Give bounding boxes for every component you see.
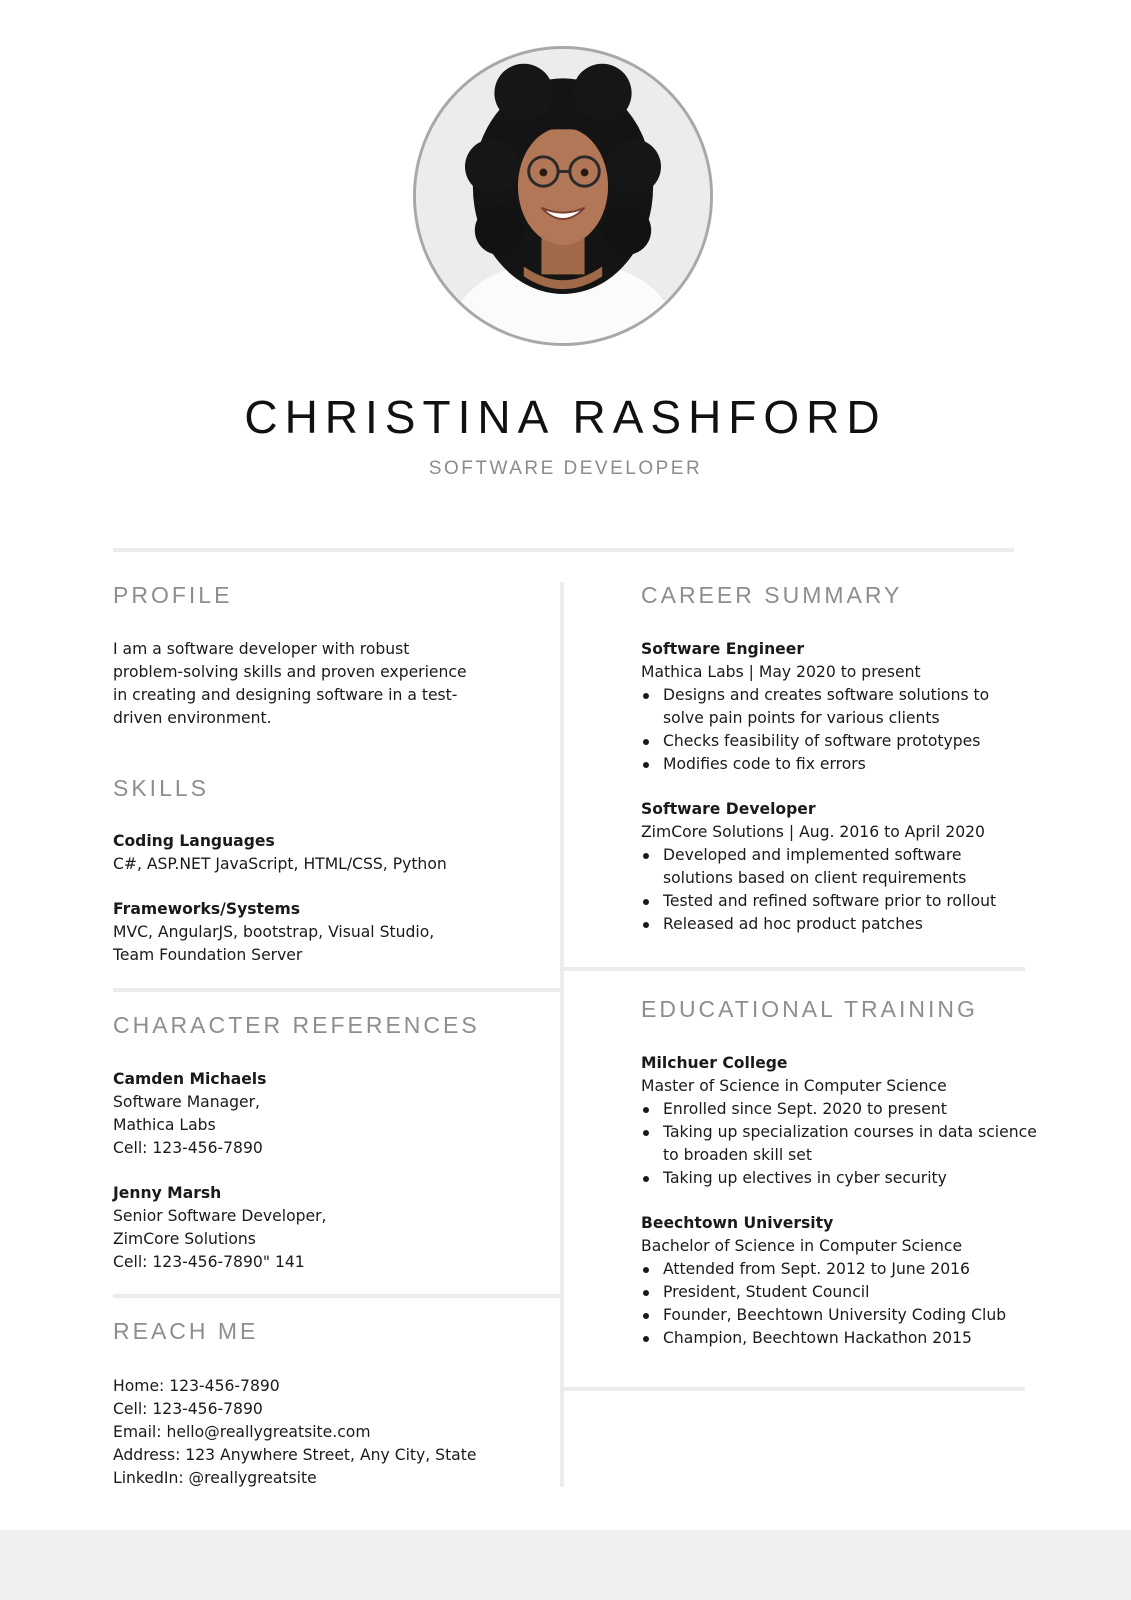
school-bullets	[641, 1258, 1046, 1350]
job-role: Software Developer	[641, 800, 816, 818]
contact-address: Address: 123 Anywhere Street, Any City, State	[113, 1446, 477, 1464]
references-heading: CHARACTER REFERENCES	[113, 1012, 480, 1038]
reference-cell: Cell: 123-456-7890" 141	[113, 1253, 305, 1271]
reference-company: ZimCore Solutions	[113, 1230, 256, 1248]
list-item: Designs and creates software solutions to solve pain points for various clients	[641, 684, 1001, 730]
reference-name: Jenny Marsh	[113, 1184, 222, 1202]
reference-role: Senior Software Developer,	[113, 1207, 327, 1225]
skills-section	[113, 830, 543, 967]
list-item: Checks feasibility of software prototypes	[641, 730, 1001, 753]
contact-section	[113, 1375, 543, 1490]
job-company-dates: Mathica Labs | May 2020 to present	[641, 663, 921, 681]
column-divider	[560, 582, 564, 1487]
reference-role: Software Manager,	[113, 1093, 261, 1111]
list-item: Tested and refined software prior to rollout	[641, 890, 1001, 913]
references-divider	[113, 1294, 560, 1298]
skill-group-value: C#, ASP.NET JavaScript, HTML/CSS, Python	[113, 855, 447, 873]
school-name: Beechtown University	[641, 1214, 834, 1232]
job-role: Software Engineer	[641, 640, 805, 658]
career-divider	[564, 967, 1025, 971]
school-degree: Bachelor of Science in Computer Science	[641, 1237, 963, 1255]
list-item: Founder, Beechtown University Coding Club	[641, 1304, 1046, 1327]
reference-cell: Cell: 123-456-7890	[113, 1139, 263, 1157]
school-degree: Master of Science in Computer Science	[641, 1077, 947, 1095]
skill-group-value: MVC, AngularJS, bootstrap, Visual Studio, Team Foundation Server	[113, 923, 435, 964]
page-footer-band	[0, 1530, 1131, 1600]
candidate-title: SOFTWARE DEVELOPER	[428, 458, 703, 479]
education-section	[641, 1052, 1046, 1350]
contact-heading: REACH ME	[113, 1318, 259, 1344]
candidate-name: CHRISTINA RASHFORD	[244, 391, 887, 443]
education-heading: EDUCATIONAL TRAINING	[641, 996, 978, 1022]
list-item: Released ad hoc product patches	[641, 913, 1001, 936]
profile-heading: PROFILE	[113, 582, 233, 608]
list-item: Taking up specialization courses in data science to broaden skill set	[641, 1121, 1046, 1167]
list-item: Attended from Sept. 2012 to June 2016	[641, 1258, 1046, 1281]
career-heading: CAREER SUMMARY	[641, 582, 903, 608]
career-section	[641, 638, 1001, 936]
profile-text: I am a software developer with robust problem-solving skills and proven experience in creating and designing software in a test-driven environment.	[113, 640, 467, 727]
list-item: Taking up electives in cyber security	[641, 1167, 1046, 1190]
contact-cell: Cell: 123-456-7890	[113, 1400, 263, 1418]
school-bullets	[641, 1098, 1046, 1190]
references-section	[113, 1068, 543, 1274]
job-bullets	[641, 844, 1001, 936]
skill-group-label: Frameworks/Systems	[113, 900, 301, 918]
profile-photo	[413, 46, 713, 346]
education-divider	[564, 1387, 1025, 1391]
reference-name: Camden Michaels	[113, 1070, 267, 1088]
header-divider	[113, 548, 1014, 552]
profile-section	[113, 638, 473, 730]
skill-group-label: Coding Languages	[113, 832, 275, 850]
list-item: Developed and implemented software solutions based on client requirements	[641, 844, 1001, 890]
portrait-illustration	[416, 49, 710, 343]
contact-email[interactable]: Email: hello@reallygreatsite.com	[113, 1423, 371, 1441]
list-item: Enrolled since Sept. 2020 to present	[641, 1098, 1046, 1121]
job-company-dates: ZimCore Solutions | Aug. 2016 to April 2020	[641, 823, 985, 841]
skills-heading: SKILLS	[113, 775, 209, 801]
school-name: Milchuer College	[641, 1054, 788, 1072]
list-item: President, Student Council	[641, 1281, 1046, 1304]
reference-company: Mathica Labs	[113, 1116, 216, 1134]
contact-home: Home: 123-456-7890	[113, 1377, 280, 1395]
contact-linkedin[interactable]: LinkedIn: @reallygreatsite	[113, 1469, 317, 1487]
list-item: Modifies code to fix errors	[641, 753, 1001, 776]
job-bullets	[641, 684, 1001, 776]
list-item: Champion, Beechtown Hackathon 2015	[641, 1327, 1046, 1350]
skills-divider	[113, 988, 560, 992]
